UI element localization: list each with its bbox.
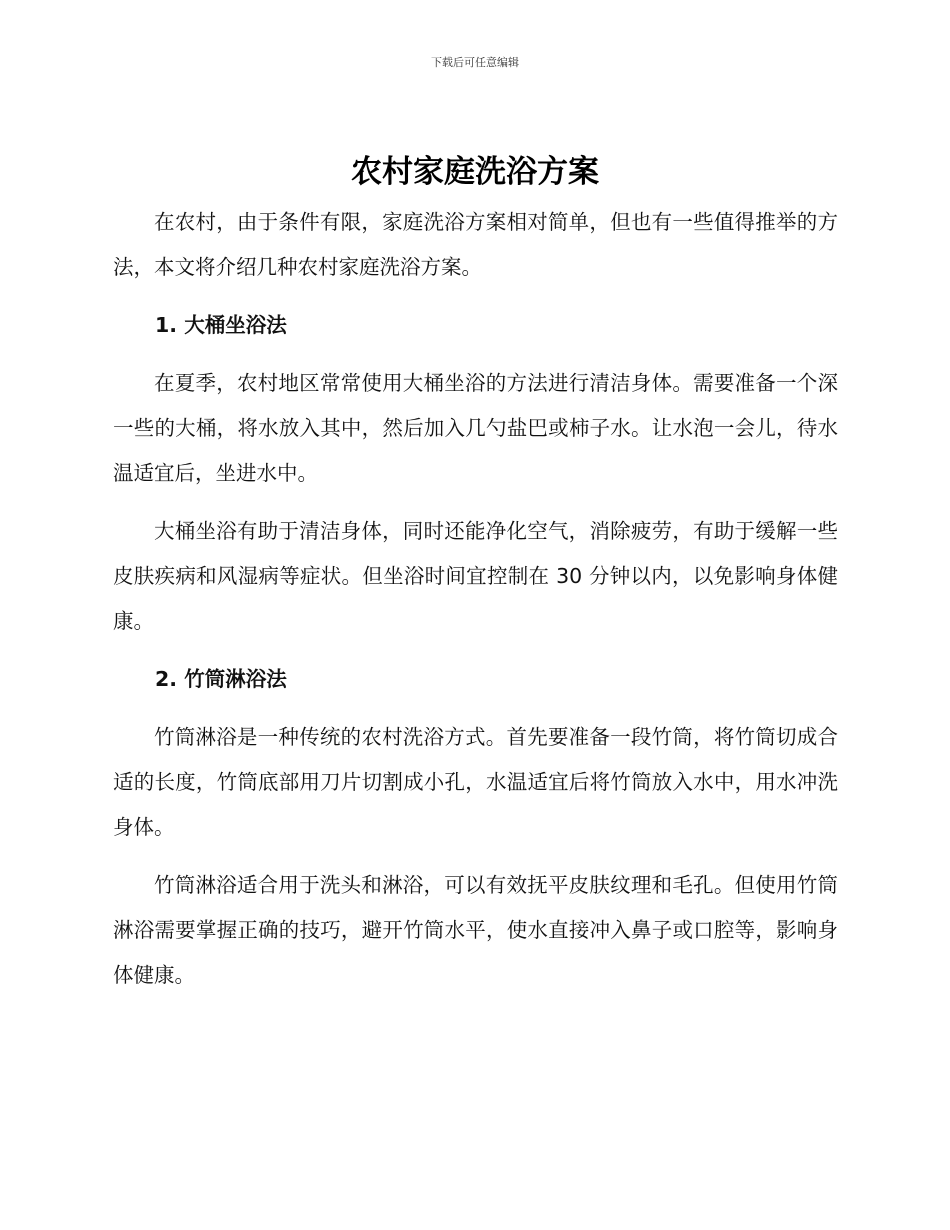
section-heading-1: 1. 大桶坐浴法 (155, 313, 287, 337)
document-body (113, 200, 838, 1011)
section-heading-2: 2. 竹筒淋浴法 (155, 667, 287, 691)
section-1-paragraph-2: 大桶坐浴有助于清洁身体，同时还能净化空气，消除疲劳，有助于缓解一些皮肤疾病和风湿病等症状。但坐浴时间宜控制在 30 分钟以内，以免影响身体健康。 (113, 519, 838, 633)
section-2-paragraph-1: 竹筒淋浴是一种传统的农村洗浴方式。首先要准备一段竹筒，将竹筒切成合适的长度，竹筒底部用刀片切割成小孔，水温适宜后将竹筒放入水中，用水冲洗身体。 (113, 725, 838, 839)
section-1-paragraph-1: 在夏季，农村地区常常使用大桶坐浴的方法进行清洁身体。需要准备一个深一些的大桶，将水放入其中，然后加入几勺盐巴或柿子水。让水泡一会儿，待水温适宜后，坐进水中。 (113, 371, 838, 485)
header-note: 下载后可任意编辑 (431, 56, 519, 69)
section-2-paragraph-2: 竹筒淋浴适合用于洗头和淋浴，可以有效抚平皮肤纹理和毛孔。但使用竹筒淋浴需要掌握正确的技巧，避开竹筒水平，使水直接冲入鼻子或口腔等，影响身体健康。 (113, 873, 838, 987)
intro-paragraph: 在农村，由于条件有限，家庭洗浴方案相对简单，但也有一些值得推举的方法，本文将介绍几种农村家庭洗浴方案。 (113, 210, 838, 279)
document-title: 农村家庭洗浴方案 (351, 154, 599, 190)
